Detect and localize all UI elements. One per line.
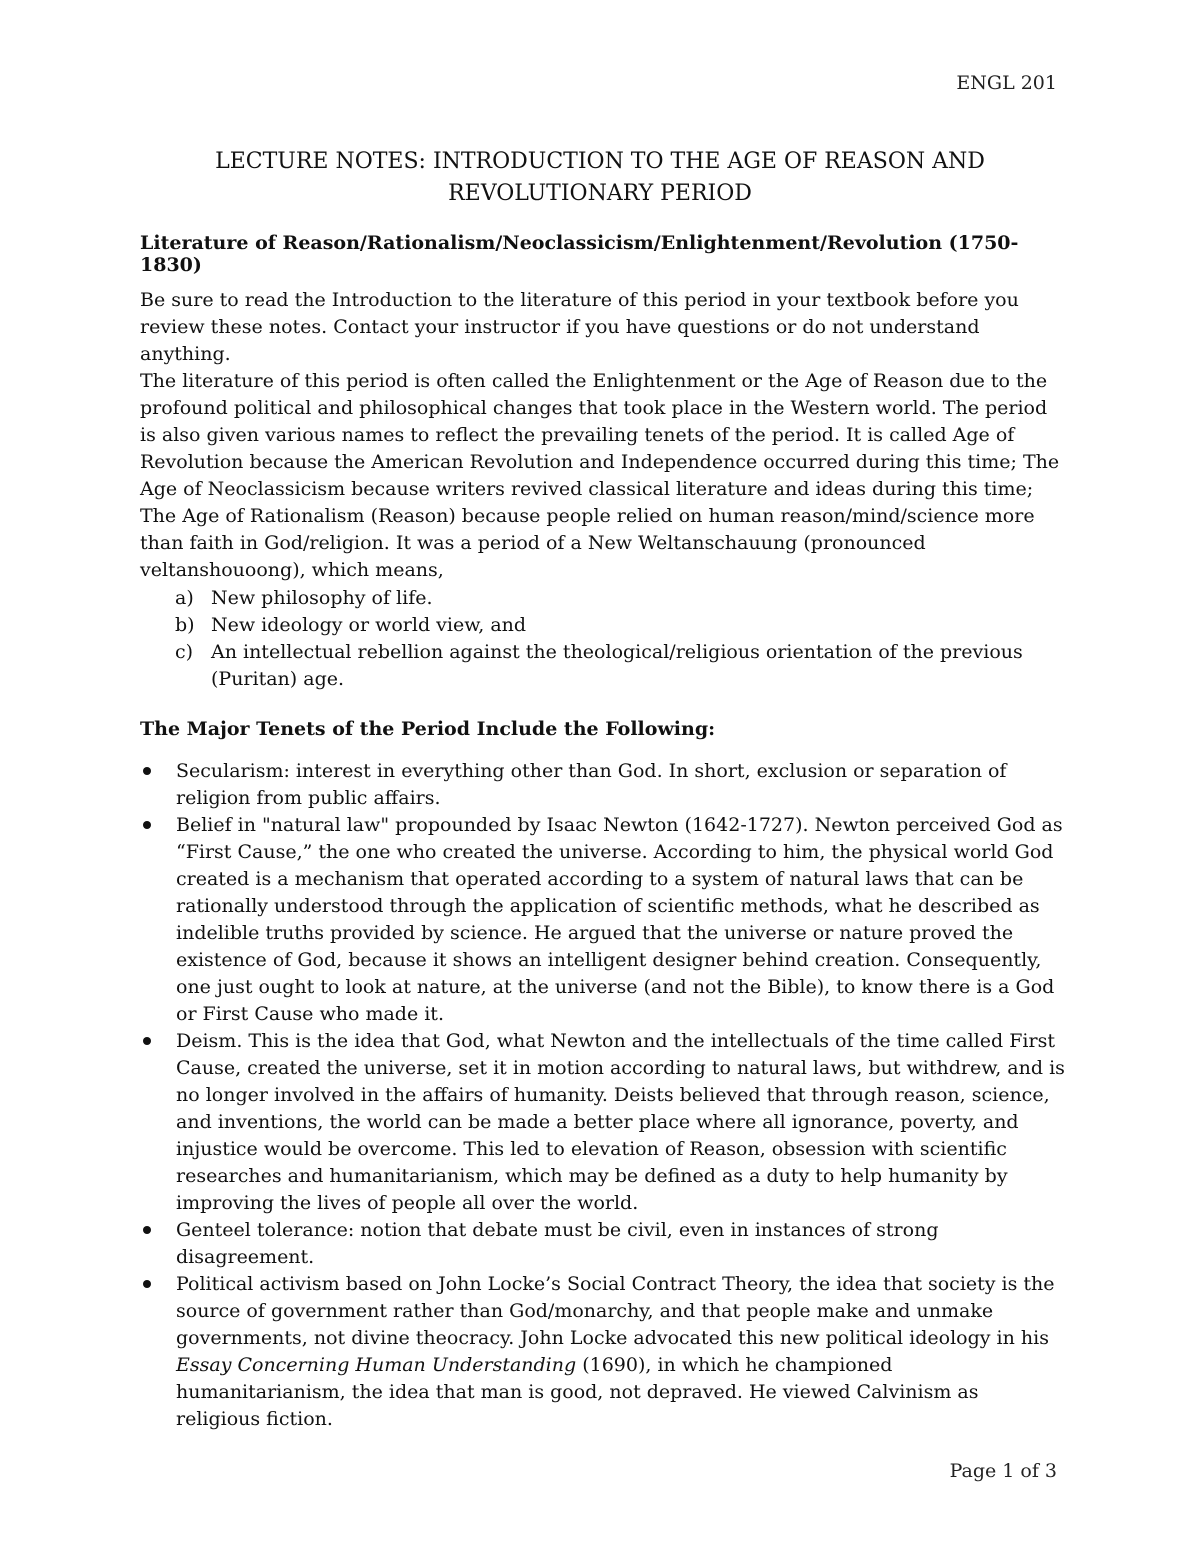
- list-item-text: Deism. This is the idea that God, what Newton and the intellectuals of the time called First Cause, created the universe, set it in motion according to natural laws, but withdrew, and is no longer involved in the affairs of humanity. Deists believed that through reason, science, and inventions, the world can be made a better place where all ignorance, poverty, and injustice would be overcome. This led to elevation of Reason, obsession with scientific researches and humanitarianism, which may be defined as a duty to help humanity by improving the lives of people all over the world.: [176, 1030, 1065, 1214]
- tenets-list: [140, 758, 1065, 1433]
- list-marker: a): [175, 587, 194, 609]
- list-item: [140, 1271, 1065, 1433]
- list-item: [175, 639, 1065, 693]
- page-number: Page 1 of 3: [949, 1460, 1057, 1482]
- list-item-text: Belief in "natural law" propounded by Isaac Newton (1642-1727). Newton perceived God as “First Cause,” the one who created the universe. According to him, the physical world God created is a mechanism that operated according to a system of natural laws that can be rationally understood through the application of scientific methods, what he described as indelible truths provided by science. He argued that the universe or nature proved the existence of God, because it shows an intelligent designer behind creation. Consequently, one just ought to look at nature, at the universe (and not the Bible), to know there is a God or First Cause who made it.: [176, 814, 1063, 1025]
- list-item: [140, 1217, 1065, 1271]
- bullet-icon: [143, 1226, 151, 1234]
- bullet-icon: [143, 821, 151, 829]
- list-marker: c): [175, 641, 194, 663]
- bullet-icon: [143, 1280, 151, 1288]
- list-item: [140, 812, 1065, 1028]
- page-title: [0, 146, 1200, 210]
- subtitle: Literature of Reason/Rationalism/Neoclassicism/Enlightenment/Revolution (1750-1830): [140, 232, 1019, 276]
- list-item-text: An intellectual rebellion against the theological/religious orientation of the previous (Puritan) age.: [211, 641, 1023, 690]
- list-item-text: Secularism: interest in everything other than God. In short, exclusion or separation of religion from public affairs.: [176, 760, 1007, 809]
- list-item-text: New philosophy of life.: [211, 587, 433, 609]
- bullet-icon: [143, 767, 151, 775]
- list-item: [175, 612, 1065, 639]
- title-line-1: LECTURE NOTES: INTRODUCTION TO THE AGE OF REASON AND: [215, 149, 985, 174]
- list-item-text: Genteel tolerance: notion that debate must be civil, even in instances of strong disagreement.: [176, 1219, 939, 1268]
- title-line-2: REVOLUTIONARY PERIOD: [448, 181, 752, 206]
- body-paragraph: The literature of this period is often called the Enlightenment or the Age of Reason due to the profound political and philosophical changes that took place in the Western world. The period is also given various names to reflect the prevailing tenets of the period. It is called Age of Revolution because the American Revolution and Independence occurred during this time; The Age of Neoclassicism because writers revived classical literature and ideas during this time; The Age of Rationalism (Reason) because people relied on human reason/mind/science more than faith in God/religion. It was a period of a New Weltanschauung (pronounced veltanshouoong), which means,: [140, 370, 1060, 581]
- course-code: ENGL 201: [956, 72, 1057, 94]
- list-item: [140, 758, 1065, 812]
- list-marker: b): [175, 614, 195, 636]
- list-item: [140, 1028, 1065, 1217]
- meanings-list: [175, 585, 1065, 693]
- list-item-text: New ideology or world view, and: [211, 614, 527, 636]
- locke-text-before: Political activism based on John Locke’s Social Contract Theory, the idea that society is the source of government rather than God/monarchy, and that people make and unmake governments, not divine theocracy. John Locke advocated this new political ideology in his: [176, 1273, 1055, 1349]
- intro-paragraph: Be sure to read the Introduction to the literature of this period in your textbook before you review these notes. Contact your instructor if you have questions or do not understand anything.: [140, 289, 1019, 365]
- list-item: [175, 585, 1065, 612]
- bullet-icon: [143, 1037, 151, 1045]
- locke-text-after: (1690), in which he championed humanitarianism, the idea that man is good, not depraved. He viewed Calvinism as religious fiction.: [176, 1354, 979, 1430]
- book-title: Essay Concerning Human Understanding: [176, 1354, 577, 1376]
- tenets-heading: The Major Tenets of the Period Include the Following:: [140, 718, 716, 740]
